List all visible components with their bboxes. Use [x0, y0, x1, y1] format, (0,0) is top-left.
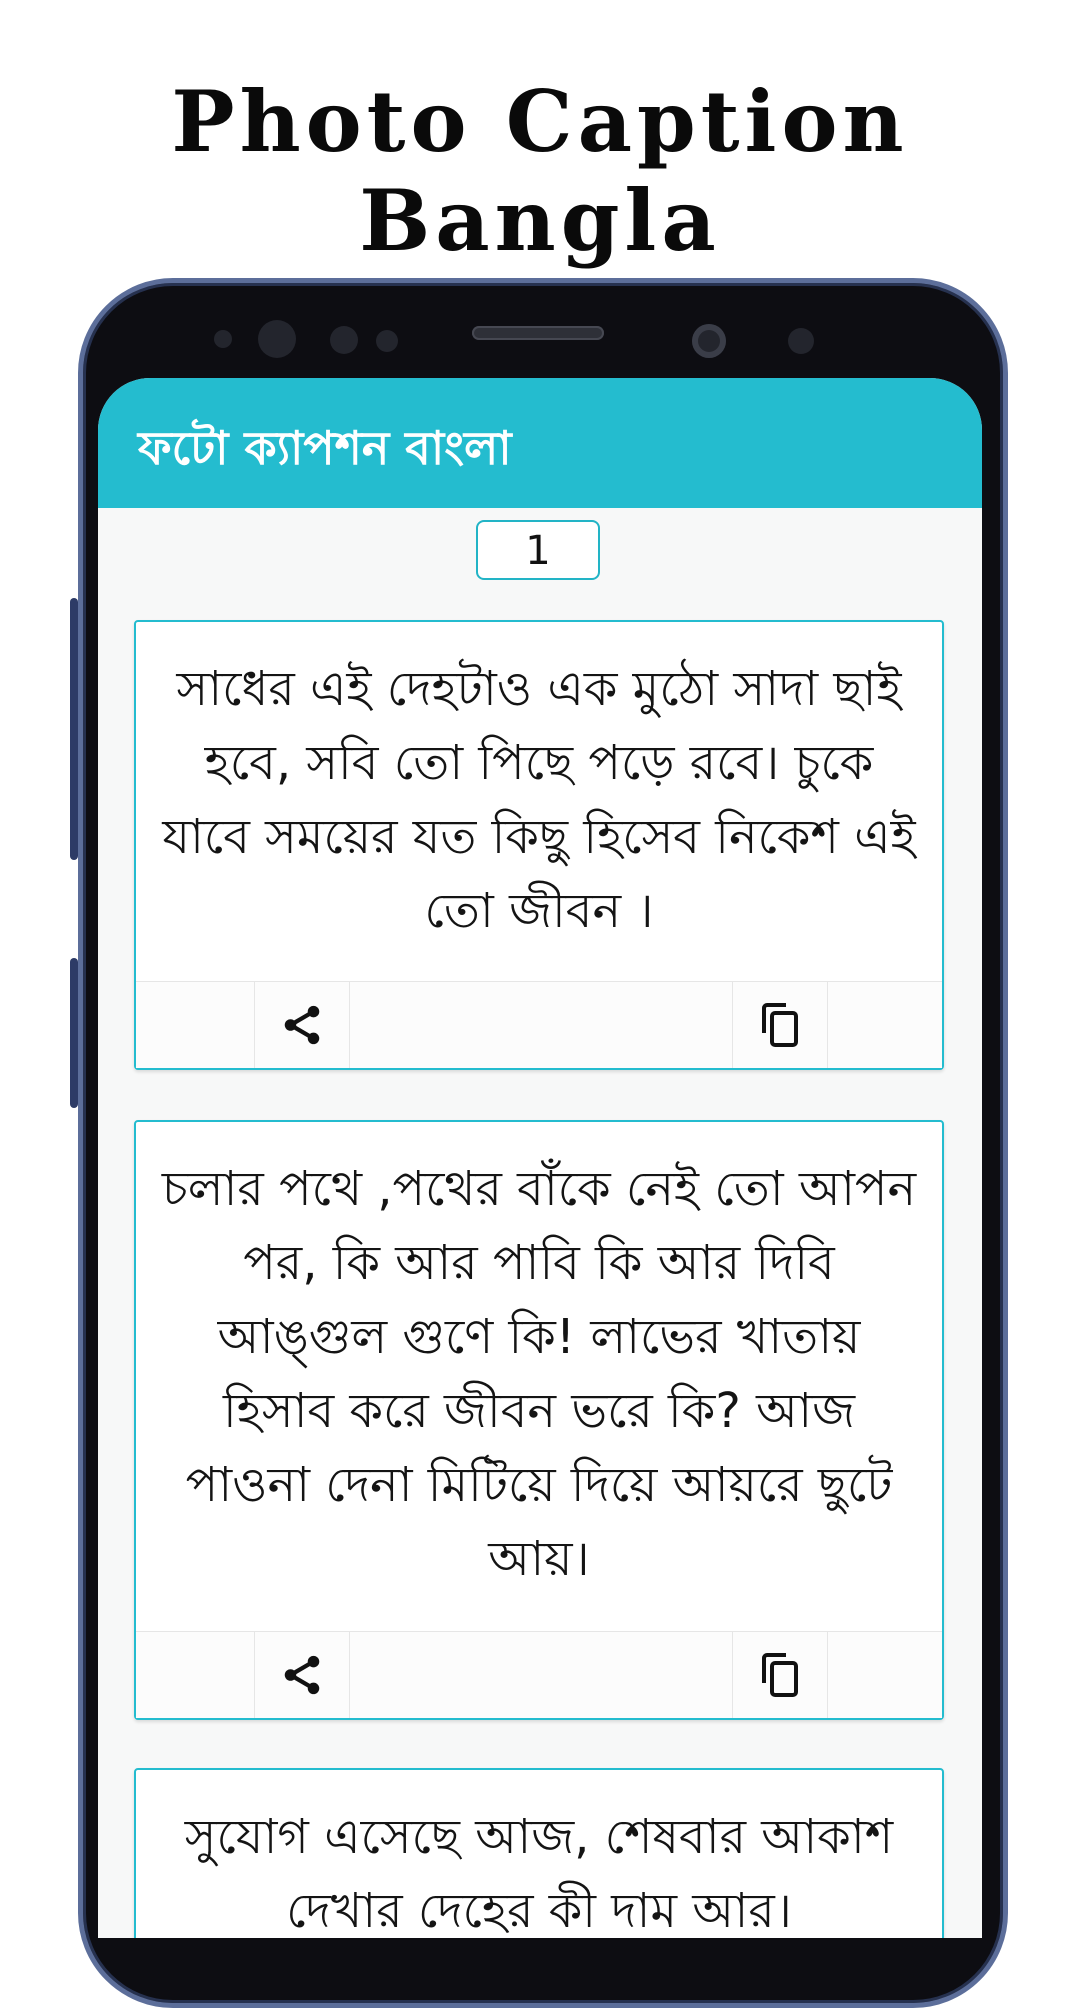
phone-sensor	[330, 326, 358, 354]
share-button[interactable]	[254, 982, 350, 1068]
copy-icon	[756, 1651, 804, 1699]
page-counter[interactable]: 1	[476, 520, 600, 580]
phone-sensor	[258, 320, 296, 358]
caption-card	[134, 620, 944, 1070]
share-icon	[279, 1002, 325, 1048]
copy-button[interactable]	[732, 982, 828, 1068]
phone-volume-button	[70, 598, 78, 860]
card-action-bar	[136, 1631, 942, 1718]
share-button[interactable]	[254, 1632, 350, 1718]
phone-sensor	[214, 330, 232, 348]
share-icon	[279, 1652, 325, 1698]
front-camera	[692, 324, 726, 358]
copy-button[interactable]	[732, 1632, 828, 1718]
caption-text: সাধের এই দেহটাও এক মুঠো সাদা ছাই হবে, সবি তো পিছে পড়ে রবে। চুকে যাবে সময়ের যত কিছু হিসেব নিকেশ এই তো জীবন ।	[162, 661, 916, 939]
phone-speaker	[472, 326, 604, 340]
app-bar	[98, 378, 982, 508]
copy-icon	[756, 1001, 804, 1049]
caption-text: সুযোগ এসেছে আজ, শেষবার আকাশ দেখার দেহের কী দাম আর।	[184, 1809, 894, 1938]
phone-sensor	[788, 328, 814, 354]
phone-sensor	[376, 330, 398, 352]
phone-side-button	[70, 958, 78, 1108]
app-title: ফটো ক্যাপশন বাংলা	[138, 421, 512, 475]
caption-card	[134, 1768, 944, 1938]
card-action-bar	[136, 981, 942, 1068]
promo-title: Photo Caption Bangla	[171, 72, 909, 270]
caption-text: চলার পথে ,পথের বাঁকে নেই তো আপন পর, কি আর পাবি কি আর দিবি আঙ্গুল গুণে কি! লাভের খাতায় হিসাব করে জীবন ভরে কি? আজ পাওনা দেনা মিটিয়ে দিয়ে আয়রে ছুটে আয়।	[161, 1161, 917, 1587]
caption-card	[134, 1120, 944, 1720]
app-screen	[98, 378, 982, 1938]
